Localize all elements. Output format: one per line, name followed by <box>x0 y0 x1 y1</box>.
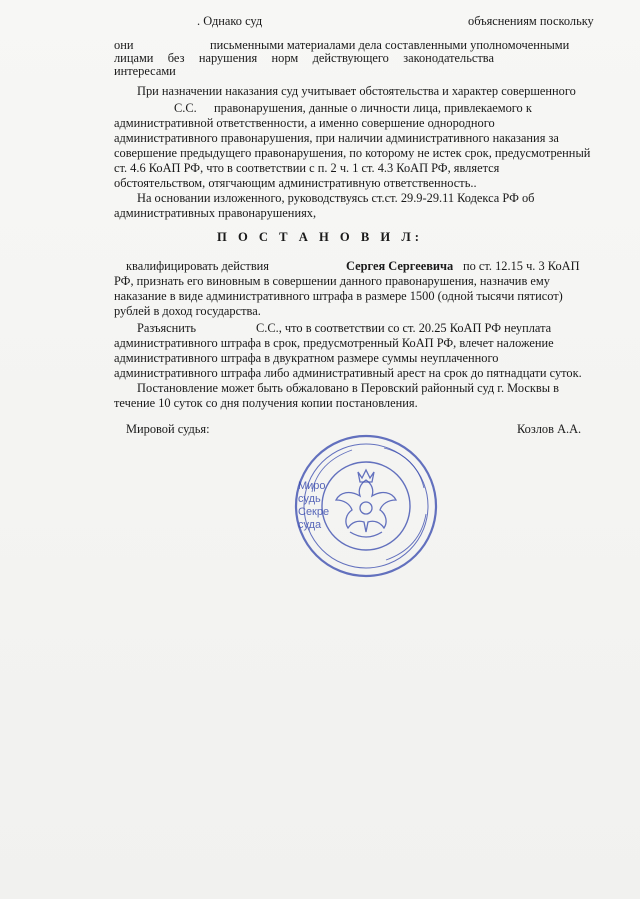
text-fragment: административного штрафа в двукратном размере суммы неуплаченного <box>114 351 499 365</box>
text-fragment <box>114 51 494 65</box>
signature-role: Мировой судья: <box>126 422 210 436</box>
text-fragment: совершение предыдущего правонарушения, по которому не истек срок, предусмотренный <box>114 146 591 160</box>
text-fragment: ст. 4.6 КоАП РФ, что в соответствии с п. 2 ч. 1 ст. 4.3 КоАП РФ, является <box>114 161 500 175</box>
text-fragment: С.С., что в соответствии со ст. 20.25 КоАП РФ неуплата <box>256 321 552 335</box>
text-fragment: объяснениям поскольку <box>468 14 594 28</box>
text-fragment: письменными материалами дела составленными уполномоченными <box>210 38 570 52</box>
word: действующего <box>312 51 389 65</box>
signature-name: Козлов А.А. <box>517 422 582 436</box>
seal-text: суда <box>298 519 322 531</box>
seal-text: Секре <box>298 506 330 518</box>
text-fragment: . Однако суд <box>197 14 263 28</box>
word: без <box>167 51 185 65</box>
official-seal <box>292 432 440 580</box>
text-fragment: административного штрафа либо административный арест на срок до пятнадцати суток. <box>114 366 582 380</box>
word: нарушения <box>198 51 258 65</box>
seal-text: судь <box>298 493 321 505</box>
word: законодательства <box>403 51 494 65</box>
seal-text: Миро <box>298 480 326 492</box>
text-fragment: интересами <box>114 64 176 78</box>
text-fragment: они <box>114 38 134 52</box>
text-fragment: При назначении наказания суд учитывает обстоятельства и характер совершенного <box>137 84 576 98</box>
text-fragment: Постановление может быть обжаловано в Перовский районный суд г. Москвы в <box>137 381 560 395</box>
text-fragment: С.С. <box>174 101 197 115</box>
text-fragment: наказание в виде административного штрафа в размере 1500 (одной тысячи пятисот) <box>114 289 563 303</box>
text-fragment: РФ, признать его виновным в совершении данного правонарушения, назначив ему <box>114 274 550 288</box>
text-fragment: квалифицировать действия <box>126 259 270 273</box>
text-fragment: На основании изложенного, руководствуясь ст.ст. 29.9-29.11 Кодекса РФ об <box>137 191 535 205</box>
text-fragment: правонарушения, данные о личности лица, привлекаемого к <box>214 101 532 115</box>
text-fragment: административного штрафа в срок, предусмотренный КоАП РФ, влечет наложение <box>114 336 554 350</box>
word: лицами <box>114 51 154 65</box>
word: норм <box>271 51 299 65</box>
postanovil-heading: П О С Т А Н О В И Л: <box>217 230 423 244</box>
defendant-name: Сергея Сергеевича <box>346 259 454 273</box>
text-fragment: течение 10 суток со дня получения копии постановления. <box>114 396 418 410</box>
text-fragment: административных правонарушениях, <box>114 206 317 220</box>
text-fragment: Разъяснить <box>137 321 197 335</box>
text-fragment: по ст. 12.15 ч. 3 КоАП <box>463 259 580 273</box>
text-fragment: обстоятельством, отягчающим административную ответственность.. <box>114 176 477 190</box>
text-fragment: административного правонарушения, при наличии административного наказания за <box>114 131 559 145</box>
text-fragment: рублей в доход государства. <box>114 304 261 318</box>
text-fragment: административной ответственности, а именно совершение однородного <box>114 116 495 130</box>
